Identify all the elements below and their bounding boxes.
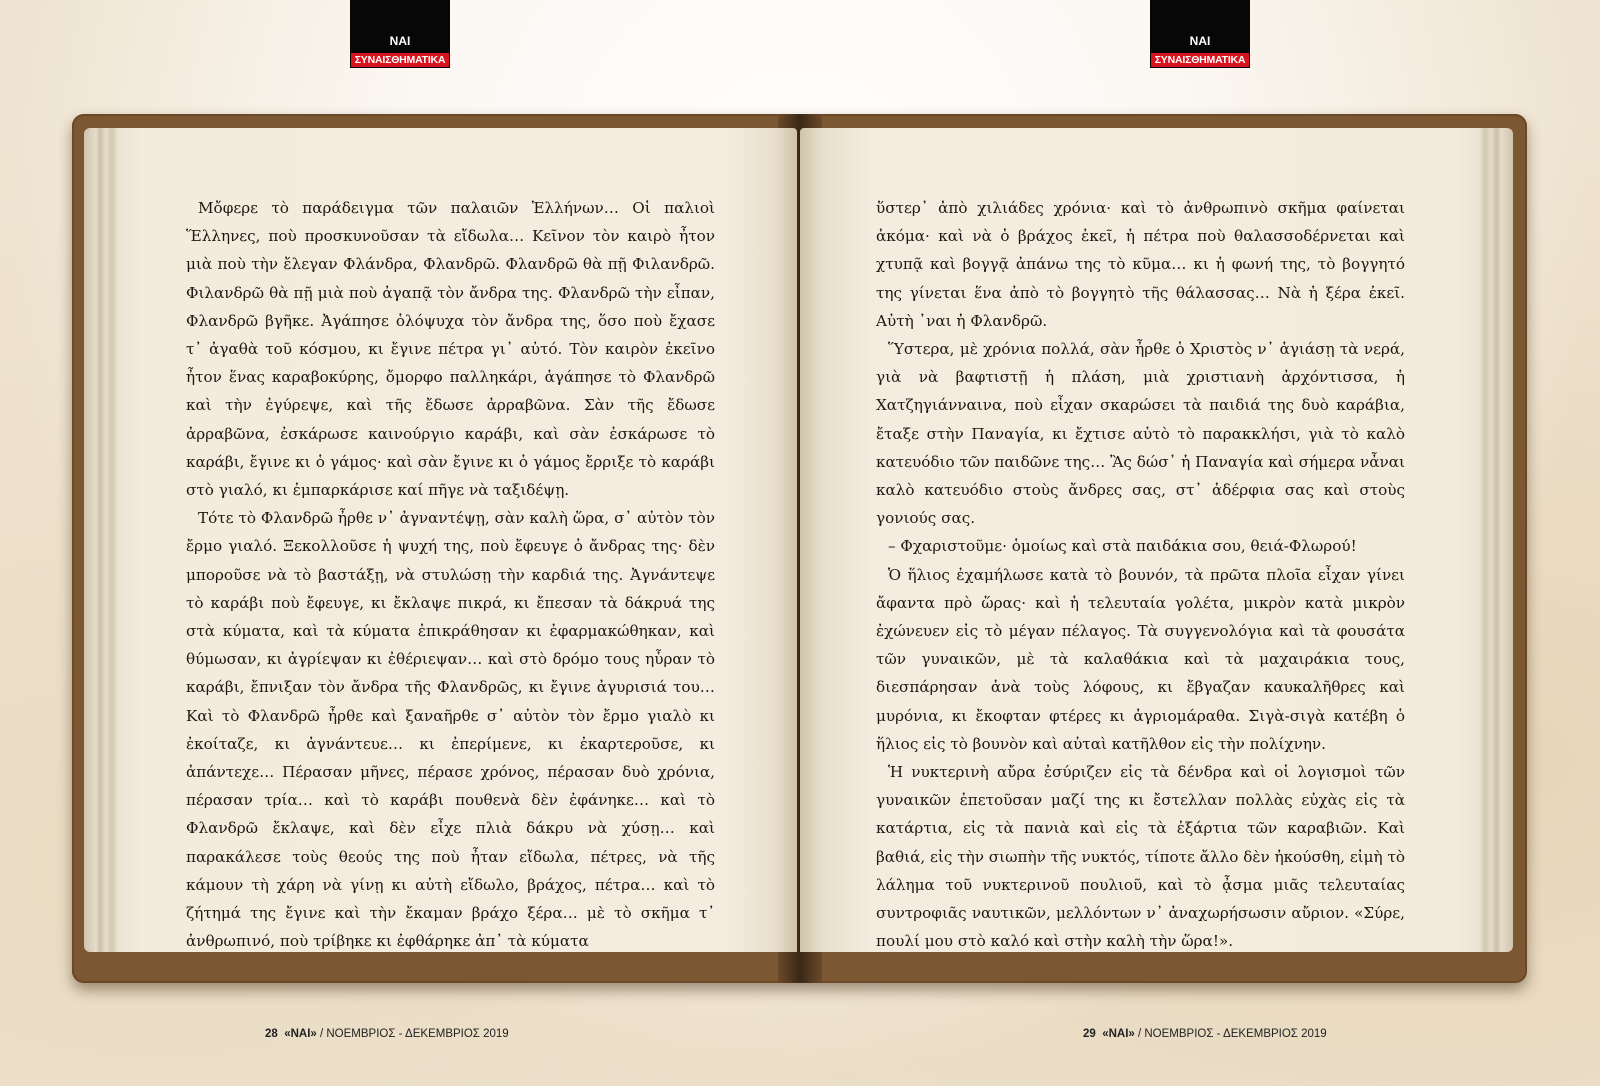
section-tag-left bbox=[350, 0, 450, 68]
page-number: 28 bbox=[265, 1028, 278, 1040]
paragraph: ὕστερ᾽ ἀπὸ χιλιάδες χρόνια· καὶ τὸ ἀνθρωπινὸ σκῆμα φαίνεται ἀκόμα· καὶ νὰ ὁ βράχος ἐκεῖ, ἡ πέτρα ποὺ θαλασσοδέρνεται καὶ χτυπᾷ καὶ βογγᾷ ἀπάνω της τὸ κῦμα… κι ἡ φωνή της, τὸ βογγητό της γίνεται ἕνα ἀπὸ τὸ βογγητὸ τῆς θάλασσας… Νὰ ἡ ξέρα ἐκεῖ. Αὐτὴ ᾽ναι ἡ Φλανδρῶ. bbox=[876, 199, 1405, 330]
paragraph: – Φχαριστοῦμε· ὁμοίως καὶ στὰ παιδάκια σου, θειά-Φλωρού! bbox=[888, 537, 1357, 556]
magazine-name: «ΝΑΙ» bbox=[284, 1028, 317, 1040]
paragraph: Μὄφερε τὸ παράδειγμα τῶν παλαιῶν Ἑλλήνων… Οἱ παλιοὶ Ἕλληνες, ποὺ προσκυνοῦσαν τὰ εἴδωλα… Κεῖνον τὸν καιρὸ ἦτον μιὰ ποὺ τὴν ἔλεγαν Φλάνδρα, Φλανδρῶ. Φλανδρῶ θὰ πῇ Φιλανδρῶ. Φιλανδρῶ θὰ πῇ μιὰ ποὺ ἀγαπᾷ τὸν ἄνδρα της. Φλανδρῶ τὴν εἶπαν, Φλανδρῶ βγῆκε. Ἀγάπησε ὁλόψυχα τὸν ἄνδρα της, ὅσο ποὺ ἔχασε τ᾽ ἀγαθὰ τοῦ κόσμου, κι ἔγινε πέτρα γι᾽ αὐτό. Τὸν καιρὸν ἐκεῖνο ἦτον ἕνας καραβοκύρης, ὄμορφο παλληκάρι, ἀγάπησε τὸ Φλανδρῶ καὶ τὴν ἐγύρεψε, καὶ τῆς ἔδωσε ἀρραβῶνα. Σὰν τῆς ἔδωσε ἀρραβῶνα, ἐσκάρωσε καινούργιο καράβι, καὶ σὰν ἐσκάρωσε τὸ καράβι, ἔγινε κι ὁ γάμος· καὶ σὰν ἔγινε κι ὁ γάμος ἔρριξε τὸ καράβι στὸ γιαλό, κι ἐμπαρκάρισε καί πῆγε νὰ ταξιδέψῃ. bbox=[186, 199, 715, 500]
left-page bbox=[84, 128, 797, 952]
magazine-label: ΝΑΙ bbox=[1189, 34, 1211, 48]
section-label: ΣΥΝΑΙΣΘΗΜΑΤΙΚΑ bbox=[351, 53, 449, 67]
left-page-text bbox=[186, 194, 715, 952]
issue-date: / ΝΟΕΜΒΡΙΟΣ - ΔΕΚΕΜΒΡΙΟΣ 2019 bbox=[1134, 1028, 1327, 1040]
issue-date: / ΝΟΕΜΒΡΙΟΣ - ΔΕΚΕΜΒΡΙΟΣ 2019 bbox=[316, 1028, 509, 1040]
page-footer-right bbox=[1083, 1028, 1327, 1040]
right-page-text bbox=[876, 194, 1405, 952]
page-number: 29 bbox=[1083, 1028, 1096, 1040]
open-book bbox=[72, 114, 1527, 983]
right-page bbox=[800, 128, 1513, 952]
paragraph: Ὁ ἥλιος ἐχαμήλωσε κατὰ τὸ βουνόν, τὰ πρῶτα πλοῖα εἶχαν γίνει ἄφαντα πρὸ ὥρας· καὶ ἡ τελευταία γολέτα, μικρὸν κατὰ μικρὸν ἐχώνευεν εἰς τὸ μέγαν πέλαγος. Τὰ συγγενολόγια καὶ τὰ φουσάτα τῶν γυναικῶν, μὲ τὰ καλαθάκια καὶ τὰ μαχαιράκια τους, διεσπάρησαν ἀνὰ τοὺς λόφους, κι ἔβγαζαν καυκαλῆθρες καὶ μυρόνια, κι ἔκοφταν φτέρες κι ἀγριομάραθα. Σιγὰ-σιγὰ κατέβη ὁ ἥλιος εἰς τὸ βουνὸν καὶ αὐταὶ κατῆλθον εἰς τὴν πολίχνην. bbox=[876, 565, 1405, 753]
section-tag-right bbox=[1150, 0, 1250, 68]
section-label: ΣΥΝΑΙΣΘΗΜΑΤΙΚΑ bbox=[1151, 53, 1249, 67]
magazine-name: «ΝΑΙ» bbox=[1102, 1028, 1135, 1040]
paragraph: Ὕστερα, μὲ χρόνια πολλά, σὰν ἦρθε ὁ Χριστὸς ν᾽ ἁγιάσῃ τὰ νερά, γιὰ νὰ βαφτιστῇ ἡ πλάση, μιὰ χριστιανὴ ἀρχόντισσα, ἡ Χατζηγιάνναινα, ποὺ εἶχαν σκαρώσει τὰ παιδιά της δυὸ καράβια, ἔταξε στὴν Παναγία, κι ἔχτισε αὐτὸ τὸ παρακκλήσι, γιὰ τὸ καλὸ κατευόδιο τῶν παιδῶνε της… Ἂς δώσ᾽ ἡ Παναγία καὶ σήμερα νἆναι καλὸ κατευόδιο στοὺς ἄνδρες σας, στ᾽ ἀδέρφια σας καὶ στοὺς γονιούς σας. bbox=[876, 340, 1405, 528]
page-footer-left bbox=[265, 1028, 509, 1040]
paragraph: Τότε τὸ Φλανδρῶ ἦρθε ν᾽ ἀγναντέψῃ, σὰν καλὴ ὥρα, σ᾽ αὐτὸν τὸν ἔρμο γιαλό. Ξεκολλοῦσε ἡ ψυχή της, ποὺ ἔφευγε ὁ ἄνδρας της· δὲν μποροῦσε νὰ τὸ βαστάξῃ, νὰ στυλώσῃ τὴν καρδιά της. Ἀγνάντεψε τὸ καράβι ποὺ ἔφευγε, κι ἔκλαψε πικρά, κι ἔπεσαν τὰ δάκρυά της στὰ κύματα, καὶ τὰ κύματα ἐπικράθησαν κι ἐφαρμακώθηκαν, καὶ θύμωσαν, κι ἀγρίεψαν κι ἐθέριεψαν… καὶ στὸ δρόμο τους ηὗραν τὸ καράβι, ἔπνιξαν τὸν ἄνδρα τῆς Φλανδρῶς, κι ἔγινε ἀγυρισιά του… Καὶ τὸ Φλανδρῶ ἦρθε καὶ ξαναῆρθε σ᾽ αὐτὸν τὸν ἔρμο γιαλὸ κι ἐκοίταζε, κι ἀγνάντευε… κι ἐπερίμενε, κι ἐκαρτεροῦσε, κι ἀπάντεχε… Πέρασαν μῆνες, πέρασε χρόνος, πέρασαν δυὸ χρόνια, πέρασαν τρία… καὶ τὸ καράβι πουθενὰ δὲν ἐφάνηκε… καὶ τὸ Φλανδρῶ ἔκλαψε, καὶ δὲν εἶχε πλιὰ δάκρυ νὰ χύσῃ… καὶ παρακάλεσε τοὺς θεούς της ποὺ ἦταν εἴδωλα, πέτρες, νὰ τῆς κάμουν τὴ χάρη νὰ γίνῃ κι αὐτὴ εἴδωλο, βράχος, πέτρα… καὶ τὸ ζήτημά της ἔγινε καὶ τὴν ἔκαμαν βράχο ξέρα… μὲ τὸ σκῆμα τ᾽ ἀνθρωπινό, ποὺ τρίβηκε κι ἐφθάρηκε ἀπ᾽ τὰ κύματα bbox=[186, 509, 715, 951]
paragraph: Ἡ νυκτερινὴ αὔρα ἐσύριζεν εἰς τὰ δένδρα καὶ οἱ λογισμοὶ τῶν γυναικῶν ἐπετοῦσαν μαζί της κι ἔστελλαν πολλὰς εὐχὰς εἰς τὰ κατάρτια, εἰς τὰ πανιὰ καὶ εἰς τὰ ἐξάρτια τῶν καραβιῶν. Καὶ βαθιά, εἰς τὴν σιωπὴν τῆς νυκτός, τίποτε ἄλλο δὲν ἠκούσθη, εἰμὴ τὸ λάλημα τοῦ νυκτερινοῦ πουλιοῦ, καὶ τὸ ᾆσμα μιᾶς τελευταίας συντροφιᾶς ναυτικῶν, μελλόντων ν᾽ ἀναχωρήσωσιν αὔριον. «Σύρε, πουλί μου στὸ καλό καὶ στὴν καλὴ τὴν ὥρα!». bbox=[876, 763, 1405, 951]
magazine-label: ΝΑΙ bbox=[389, 34, 411, 48]
